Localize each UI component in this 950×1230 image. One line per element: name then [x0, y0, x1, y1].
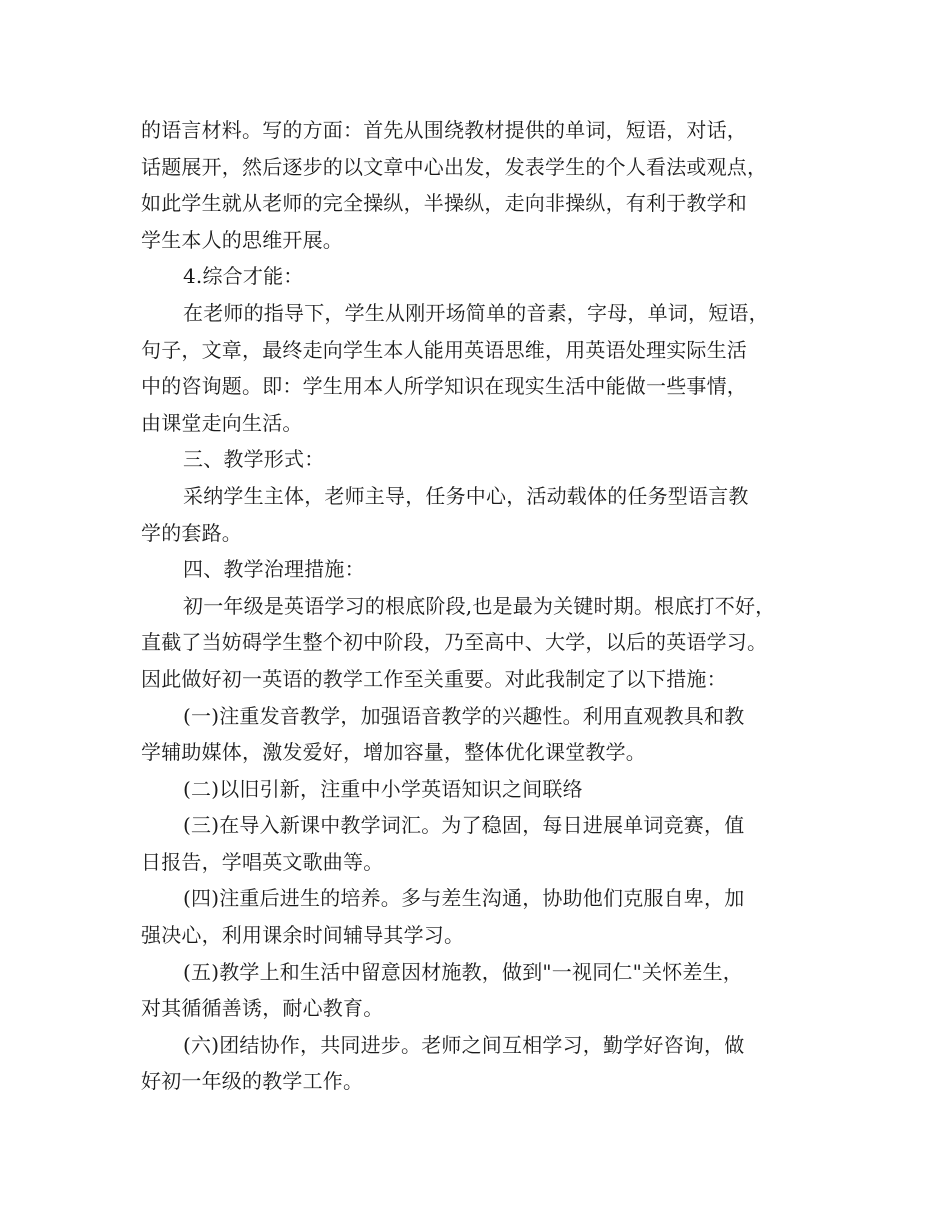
list-item: (五)教学上和生活中留意因材施教，做到"一视同仁"关怀差生， — [183, 959, 744, 984]
text-line: 好初一年级的教学工作。 — [141, 1069, 364, 1094]
text-line: 直截了当妨碍学生整个初中阶段，乃至高中、大学，以后的英语学习。 — [141, 630, 768, 655]
text-line: 学的套路。 — [141, 520, 242, 545]
text-line: 日报告，学唱英文歌曲等。 — [141, 849, 384, 874]
text-line: 对其循循善诱，耐心教育。 — [141, 996, 384, 1021]
text-line: 学生本人的思维开展。 — [141, 227, 343, 252]
text-line: 强决心，利用课余时间辅导其学习。 — [141, 923, 465, 948]
text-line: 在老师的指导下，学生从刚开场简单的音素，字母，单词，短语， — [183, 300, 769, 325]
list-item: (三)在导入新课中教学词汇。为了稳固，每日进展单词竞赛，值 — [183, 813, 745, 838]
text-line: 中的咨询题。即：学生用本人所学知识在现实生活中能做一些事情， — [141, 374, 747, 399]
list-item: (二)以旧引新，注重中小学英语知识之间联络 — [183, 776, 583, 801]
list-item: (四)注重后进生的培养。多与差生沟通，协助他们克服自卑，加 — [183, 886, 745, 911]
text-line: 由课堂走向生活。 — [141, 410, 303, 435]
text-line: 的语言材料。写的方面：首先从围绕教材提供的单词，短语，对话， — [141, 118, 747, 142]
text-line: 采纳学生主体，老师主导，任务中心，活动载体的任务型语言教 — [183, 483, 749, 508]
section-heading: 四、教学治理措施： — [183, 557, 365, 582]
text-line: 学辅助媒体，激发爱好，增加容量，整体优化课堂教学。 — [141, 740, 646, 765]
list-item: (一)注重发音教学，加强语音教学的兴趣性。利用直观教具和教 — [183, 703, 745, 728]
text-line: 如此学生就从老师的完全操纵，半操纵，走向非操纵，有利于教学和 — [141, 191, 747, 216]
text-line: 初一年级是英语学习的根底阶段,也是最为关键时期。根底打不好， — [183, 593, 776, 618]
section-heading: 4.综合才能： — [183, 264, 304, 289]
text-line: 因此做好初一英语的教学工作至关重要。对此我制定了以下措施： — [141, 666, 727, 691]
text-line: 句子，文章，最终走向学生本人能用英语思维，用英语处理实际生活 — [141, 337, 747, 362]
list-item: (六)团结协作，共同进步。老师之间互相学习，勤学好咨询，做 — [183, 1032, 745, 1057]
document-body — [141, 112, 841, 1100]
text-line: 话题展开，然后逐步的以文章中心出发，发表学生的个人看法或观点， — [141, 154, 768, 179]
section-heading: 三、教学形式： — [183, 447, 325, 472]
